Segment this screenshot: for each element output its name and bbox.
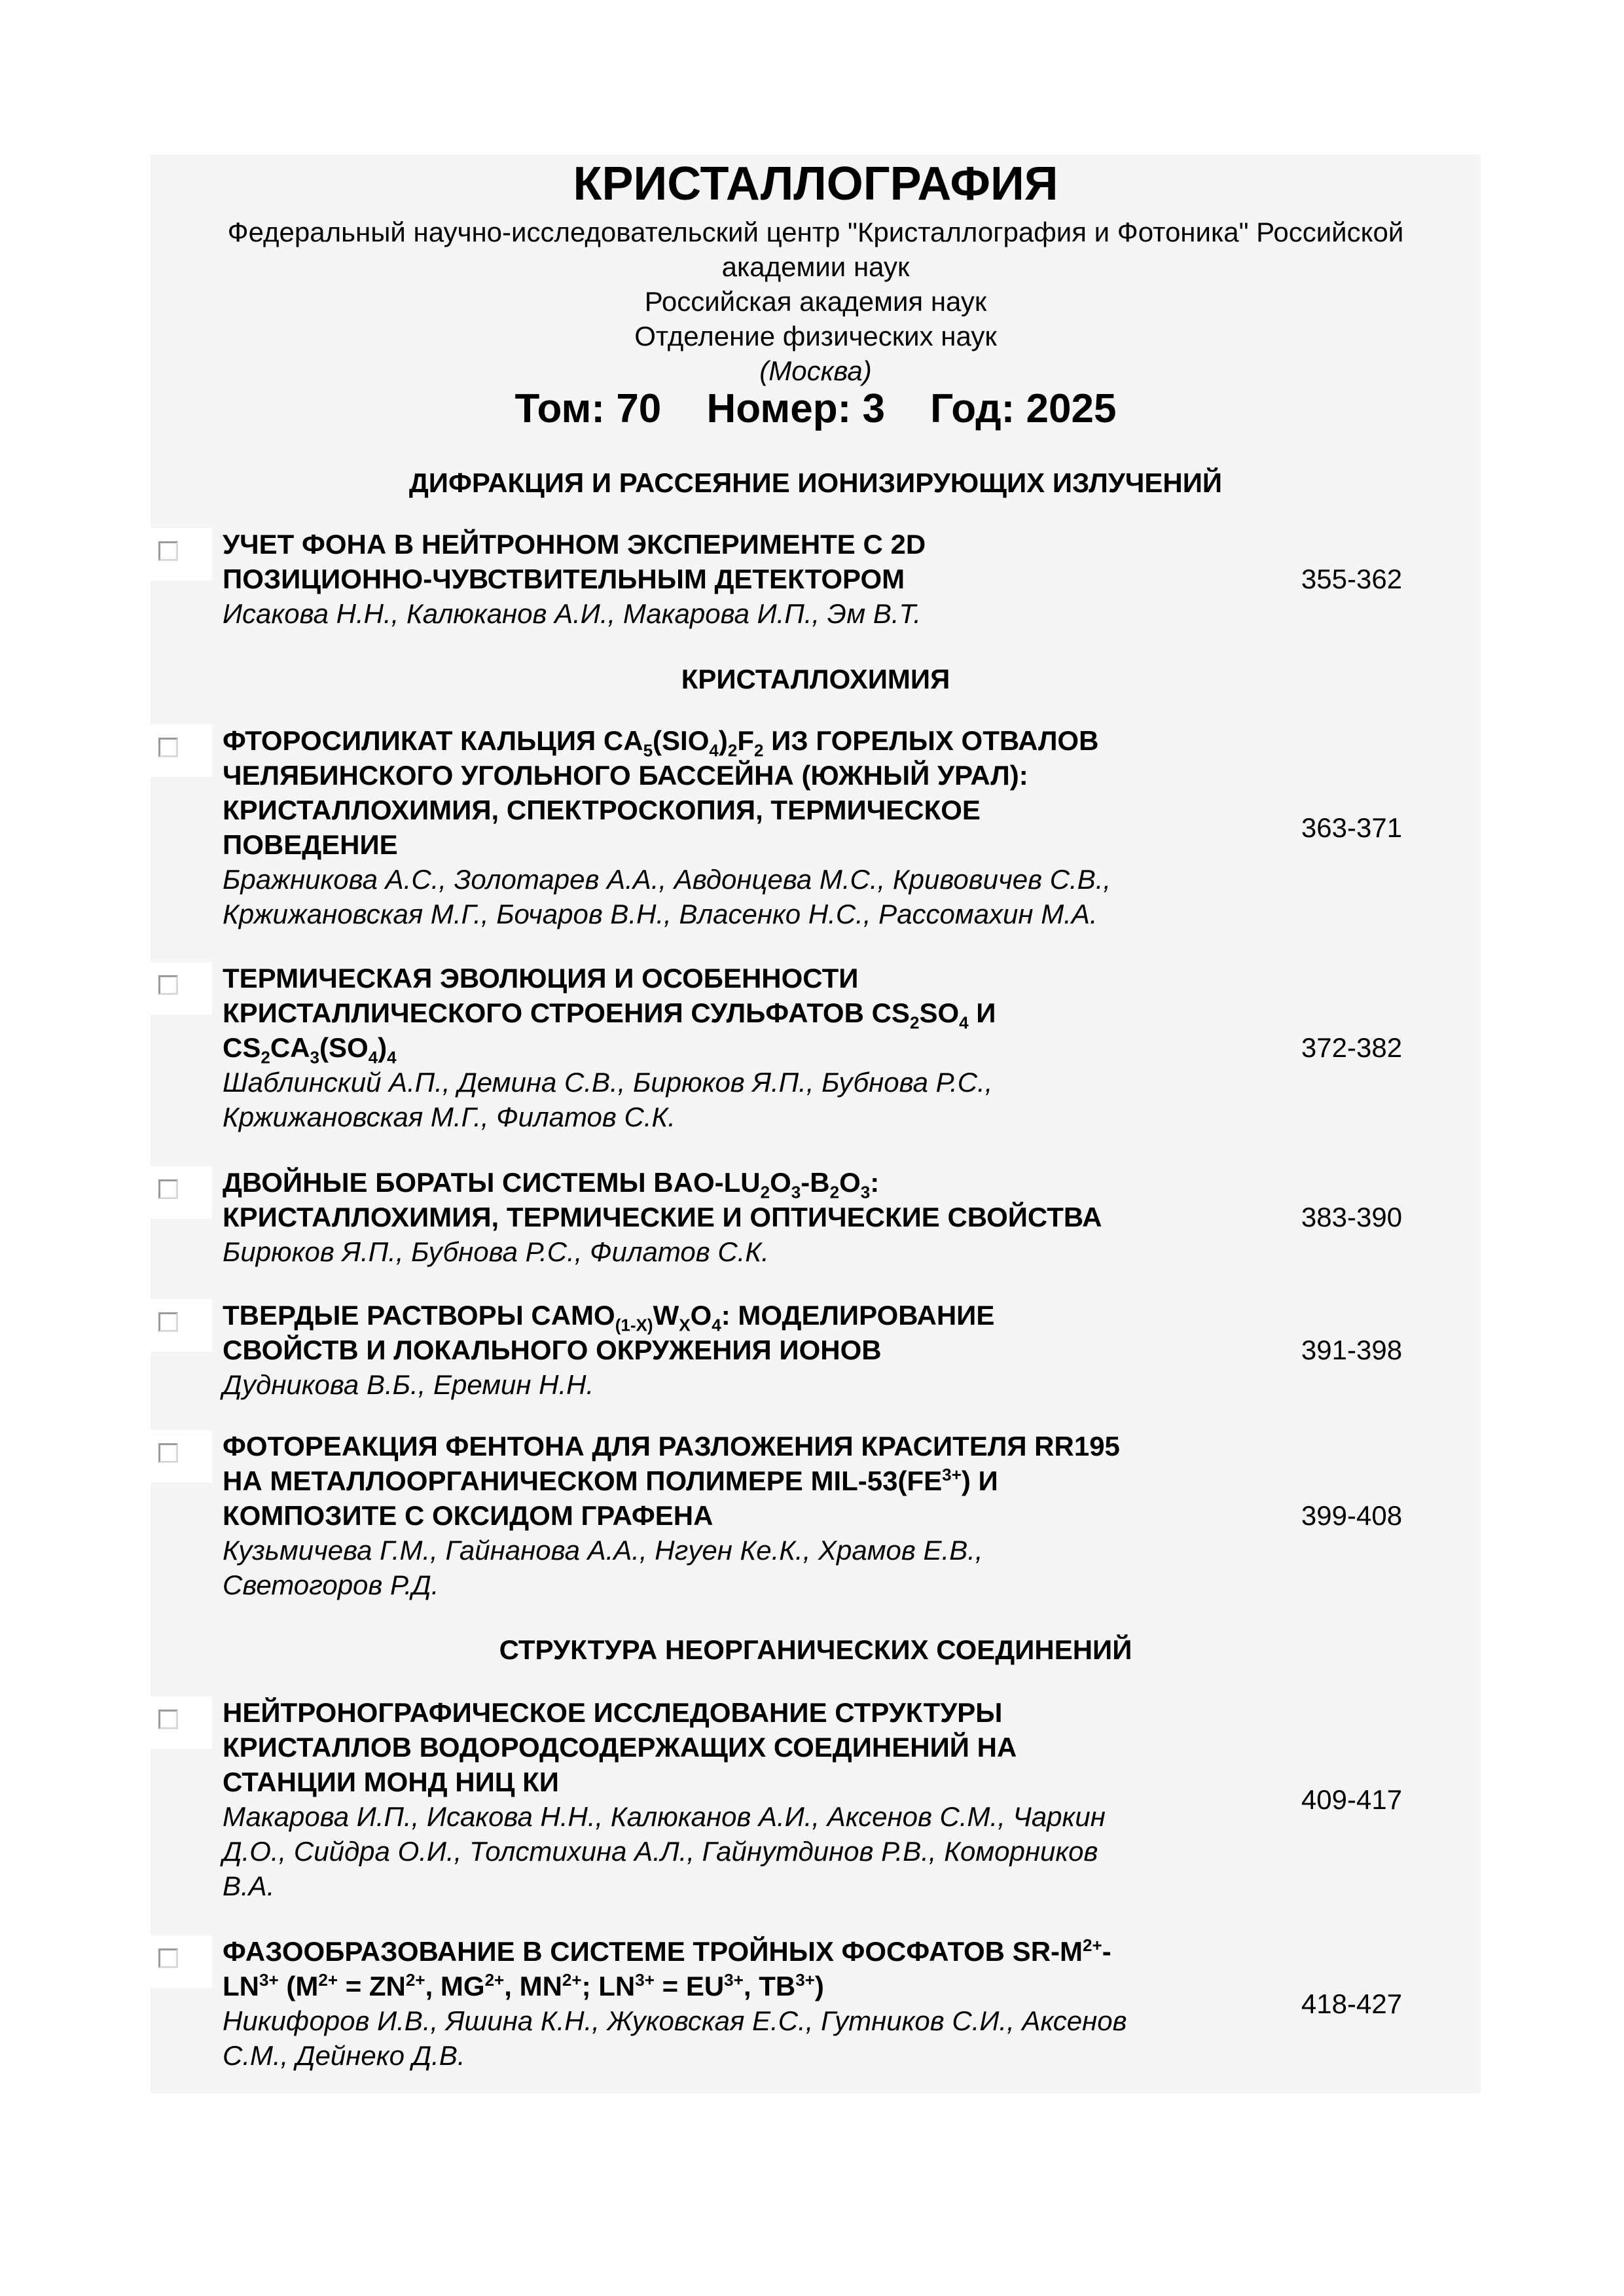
article-authors-line: Дудникова В.Б., Еремин Н.Н.: [223, 1369, 594, 1400]
article-title-line: $CS_2CA_3(SO_4)_4$: [223, 1032, 397, 1067]
article-authors-line: Кузьмичева Г.М., Гайнанова А.А., Нгуен Ке.К., Храмов Е.В.,: [223, 1535, 983, 1566]
volume: [515, 386, 662, 431]
article-checkbox[interactable]: [158, 541, 178, 561]
article-title-line: НА МЕТАЛЛООРГАНИЧЕСКОМ ПОЛИМЕРЕ MIL-$53(FE^{3+})$ И: [223, 1465, 998, 1496]
article-title-line: ПОВЕДЕНИЕ: [223, 829, 398, 860]
number-value: 3: [862, 386, 885, 431]
section-title: КРИСТАЛЛОХИМИЯ: [681, 664, 950, 694]
journal-title: КРИСТАЛЛОГРАФИЯ: [573, 158, 1058, 210]
article-title[interactable]: [223, 1429, 1244, 1533]
article-title[interactable]: [223, 723, 1244, 862]
article-authors-line: Кржижановская М.Г., Бочаров В.Н., Власенко Н.С., Рассомахин М.А.: [223, 899, 1098, 929]
year: [930, 386, 1116, 431]
article-title-line: ФАЗООБРАЗОВАНИЕ В СИСТЕМЕ ТРОЙНЫХ ФОСФАТОВ $SR-M^{2+}-$: [223, 1935, 1111, 1967]
article-authors: [223, 862, 1244, 931]
article-title-line: ЧЕЛЯБИНСКОГО УГОЛЬНОГО БАССЕЙНА (ЮЖНЫЙ УРАЛ):: [223, 760, 1028, 791]
article-pages: 355-362: [1301, 564, 1403, 594]
year-label: Год:: [930, 386, 1015, 431]
article-authors-line: С.М., Дейнеко Д.В.: [223, 2040, 465, 2071]
article-title-line: ПОЗИЦИОННО-ЧУВСТВИТЕЛЬНЫМ ДЕТЕКТОРОМ: [223, 564, 905, 594]
article-pages: 418-427: [1301, 1988, 1403, 2019]
article-title-line: ДВОЙНЫЕ БОРАТЫ СИСТЕМЫ BAO-$LU_2O_3-B_2O_3$:: [223, 1167, 880, 1202]
article-checkbox[interactable]: [158, 975, 178, 995]
article-authors: [223, 596, 1244, 631]
article-title-line: СТАНЦИИ МОНД НИЦ КИ: [223, 1767, 559, 1797]
article-checkbox[interactable]: [158, 1312, 178, 1332]
article-authors-line: Светогоров Р.Д.: [223, 1570, 439, 1600]
org-city: (Москва): [759, 355, 872, 386]
article-pages: 383-390: [1301, 1202, 1403, 1232]
article-authors: [223, 1065, 1244, 1134]
article-checkbox[interactable]: [158, 1179, 178, 1199]
article-title-line: КРИСТАЛЛОХИМИЯ, ТЕРМИЧЕСКИЕ И ОПТИЧЕСКИЕ СВОЙСТВА: [223, 1202, 1102, 1232]
section-title: ДИФРАКЦИЯ И РАССЕЯНИЕ ИОНИЗИРУЮЩИХ ИЗЛУЧЕНИЙ: [408, 467, 1223, 498]
article-authors-line: Исакова Н.Н., Калюканов А.И., Макарова И.П., Эм В.Т.: [223, 598, 922, 629]
article-checkbox[interactable]: [158, 1710, 178, 1729]
article-title-line: ФОТОРЕАКЦИЯ ФЕНТОНА ДЛЯ РАЗЛОЖЕНИЯ КРАСИТЕЛЯ RR195: [223, 1431, 1120, 1462]
article-title-line: ТЕРМИЧЕСКАЯ ЭВОЛЮЦИЯ И ОСОБЕННОСТИ: [223, 963, 859, 994]
article-title-line: КРИСТАЛЛОХИМИЯ, СПЕКТРОСКОПИЯ, ТЕРМИЧЕСКОЕ: [223, 795, 981, 825]
article-authors-line: Кржижановская М.Г., Филатов С.К.: [223, 1102, 676, 1132]
article-title-line: НЕЙТРОНОГРАФИЧЕСКОЕ ИССЛЕДОВАНИЕ СТРУКТУРЫ: [223, 1697, 1003, 1728]
article-title[interactable]: [223, 1298, 1244, 1367]
article-pages: 409-417: [1301, 1784, 1403, 1815]
issue-info: [151, 383, 1481, 435]
article-authors-line: В.А.: [223, 1871, 275, 1901]
article-title[interactable]: [223, 1695, 1244, 1799]
article-title[interactable]: [223, 527, 1244, 596]
article-authors: [223, 1234, 1244, 1269]
article-title-line: СВОЙСТВ И ЛОКАЛЬНОГО ОКРУЖЕНИЯ ИОНОВ: [223, 1335, 882, 1365]
article-title-line: $LN^{3+}$ ($M^{2+} = ZN^{2+}$, $MG^{2+}$, $MN^{2+}$; $LN^{3+} = EU^{3+}$, $TB^{3+}$): [223, 1970, 824, 2001]
article-title-line: КОМПОЗИТЕ С ОКСИДОМ ГРАФЕНА: [223, 1500, 713, 1531]
org-line: Отделение физических наук: [634, 321, 997, 351]
article-pages: 399-408: [1301, 1500, 1403, 1531]
article-authors-line: Бирюков Я.П., Бубнова Р.С., Филатов С.К.: [223, 1236, 769, 1267]
volume-label: Том:: [514, 386, 605, 431]
article-title[interactable]: [223, 961, 1244, 1065]
article-title-line: КРИСТАЛЛОВ ВОДОРОДСОДЕРЖАЩИХ СОЕДИНЕНИЙ НА: [223, 1732, 1017, 1763]
article-authors: [223, 2003, 1244, 2073]
article-authors-line: Шаблинский А.П., Демина С.В., Бирюков Я.П., Бубнова Р.С.,: [223, 1067, 993, 1098]
article-authors-line: Макарова И.П., Исакова Н.Н., Калюканов А.И., Аксенов С.М., Чаркин: [223, 1801, 1106, 1832]
article-title[interactable]: [223, 1165, 1244, 1234]
volume-value: 70: [616, 386, 662, 431]
article-pages: 363-371: [1301, 812, 1403, 843]
article-pages: 391-398: [1301, 1335, 1403, 1365]
year-value: 2025: [1026, 386, 1117, 431]
number-label: Номер:: [706, 386, 852, 431]
article-checkbox[interactable]: [158, 738, 178, 757]
article-title-line: УЧЕТ ФОНА В НЕЙТРОННОМ ЭКСПЕРИМЕНТЕ С 2D: [223, 529, 926, 560]
article-title-line: ТВЕРДЫЕ РАСТВОРЫ $CAMO_{(1-X)}W_XO_4$: МОДЕЛИРОВАНИЕ: [223, 1300, 995, 1335]
section-title: СТРУКТУРА НЕОРГАНИЧЕСКИХ СОЕДИНЕНИЙ: [499, 1634, 1132, 1665]
article-title-line: КРИСТАЛЛИЧЕСКОГО СТРОЕНИЯ СУЛЬФАТОВ $CS_2SO_4$ И: [223, 997, 996, 1033]
article-checkbox[interactable]: [158, 1948, 178, 1968]
article-authors-line: Бражникова А.С., Золотарев А.А., Авдонцева М.С., Кривовичев С.В.,: [223, 864, 1111, 895]
article-pages: 372-382: [1301, 1032, 1403, 1063]
article-title-line: ФТОРОСИЛИКАТ КАЛЬЦИЯ $CA_5(SIO_4)_2F_2$ ИЗ ГОРЕЛЫХ ОТВАЛОВ: [223, 725, 1099, 761]
article-authors: [223, 1533, 1244, 1602]
article-authors-line: Д.О., Сийдра О.И., Толстихина А.Л., Гайнутдинов Р.В., Коморников: [223, 1836, 1098, 1867]
org-line: Федеральный научно-исследовательский центр "Кристаллография и Фотоника" Российской: [227, 217, 1404, 247]
number: [707, 386, 885, 431]
article-checkbox[interactable]: [158, 1443, 178, 1463]
org-line: Российская академия наук: [644, 286, 987, 317]
article-authors: [223, 1799, 1244, 1903]
org-line: академии наук: [721, 251, 910, 282]
article-title[interactable]: [223, 1934, 1244, 2003]
article-authors-line: Никифоров И.В., Яшина К.Н., Жуковская Е.С., Гутников С.И., Аксенов: [223, 2005, 1127, 2036]
article-authors: [223, 1367, 1244, 1402]
